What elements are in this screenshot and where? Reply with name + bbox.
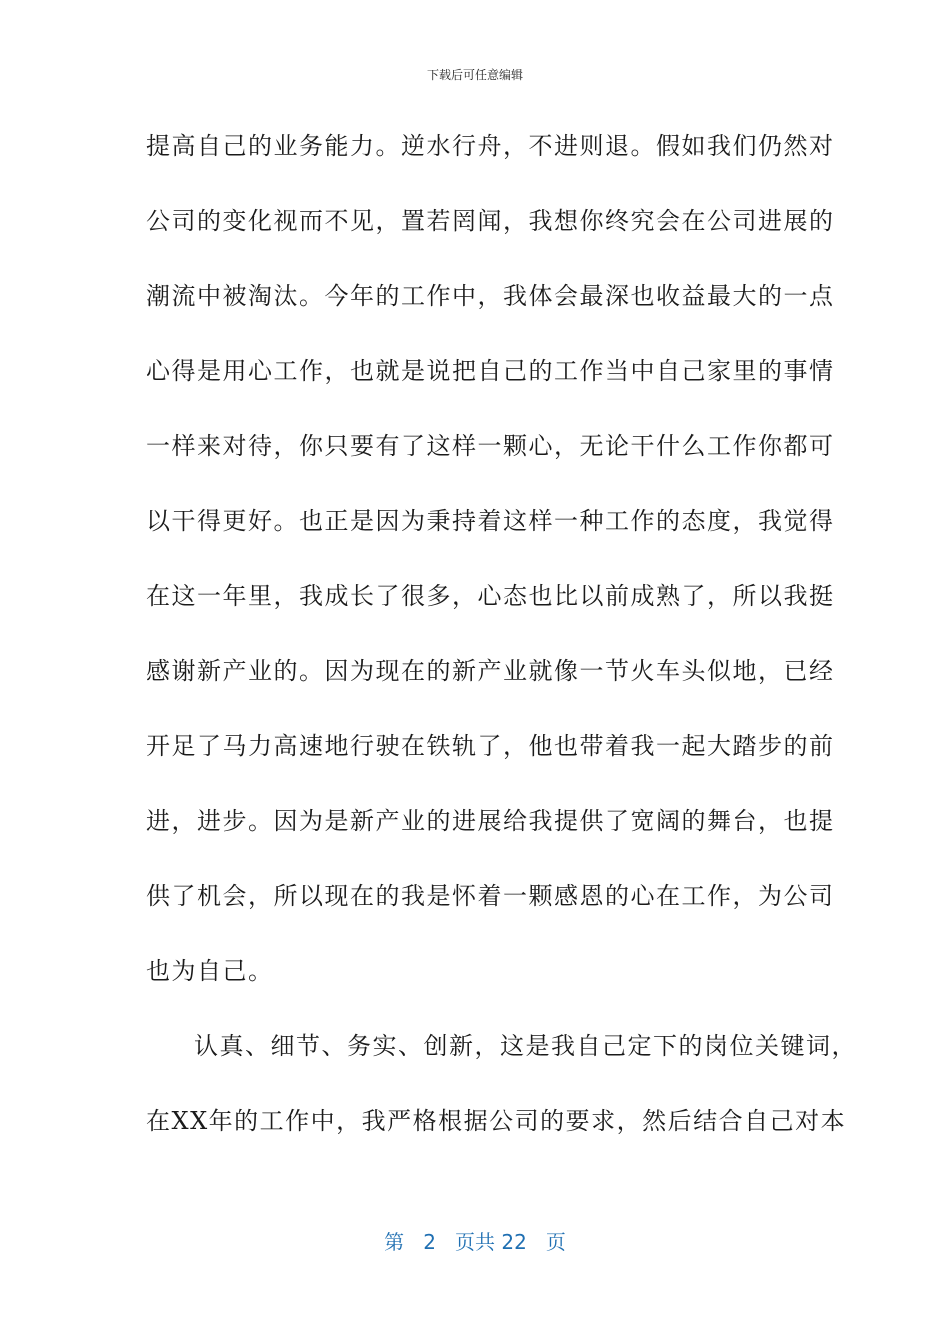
text-line: 提高自己的业务能力。逆水行舟，不进则退。假如我们仍然对 <box>146 132 835 160</box>
text-line: 以干得更好。也正是因为秉持着这样一种工作的态度，我觉得 <box>146 507 835 535</box>
text-line: 进，进步。因为是新产业的进展给我提供了宽阔的舞台，也提 <box>146 807 835 835</box>
footer-total-pages: 22 <box>501 1230 527 1254</box>
text-line: 心得是用心工作，也就是说把自己的工作当中自己家里的事情 <box>146 357 835 385</box>
text-line: 感谢新产业的。因为现在的新产业就像一节火车头似地，已经 <box>146 657 835 685</box>
footer-current-page: 2 <box>423 1230 436 1254</box>
footer-suffix: 页 <box>545 1230 566 1254</box>
text-line: 也为自己。 <box>146 957 274 985</box>
page-number-footer <box>0 1226 950 1255</box>
footer-prefix: 第 <box>384 1230 405 1254</box>
text-line: 供了机会，所以现在的我是怀着一颗感恩的心在工作，为公司 <box>146 882 835 910</box>
footer-middle: 页共 <box>455 1230 495 1254</box>
page-header-note: 下载后可任意编辑 <box>426 68 523 82</box>
text-line: 开足了马力高速地行驶在铁轨了，他也带着我一起大踏步的前 <box>146 732 835 760</box>
text-line: 潮流中被淘汰。今年的工作中，我体会最深也收益最大的一点 <box>146 282 835 310</box>
text-line: 公司的变化视而不见，置若罔闻，我想你终究会在公司进展的 <box>146 207 835 235</box>
text-line: 认真、细节、务实、创新，这是我自己定下的岗位关键词， <box>194 1032 857 1060</box>
text-line: 在XX年的工作中，我严格根据公司的要求，然后结合自己对本 <box>146 1107 847 1135</box>
text-line: 一样来对待，你只要有了这样一颗心，无论干什么工作你都可 <box>146 432 835 460</box>
text-line: 在这一年里，我成长了很多，心态也比以前成熟了，所以我挺 <box>146 582 835 610</box>
